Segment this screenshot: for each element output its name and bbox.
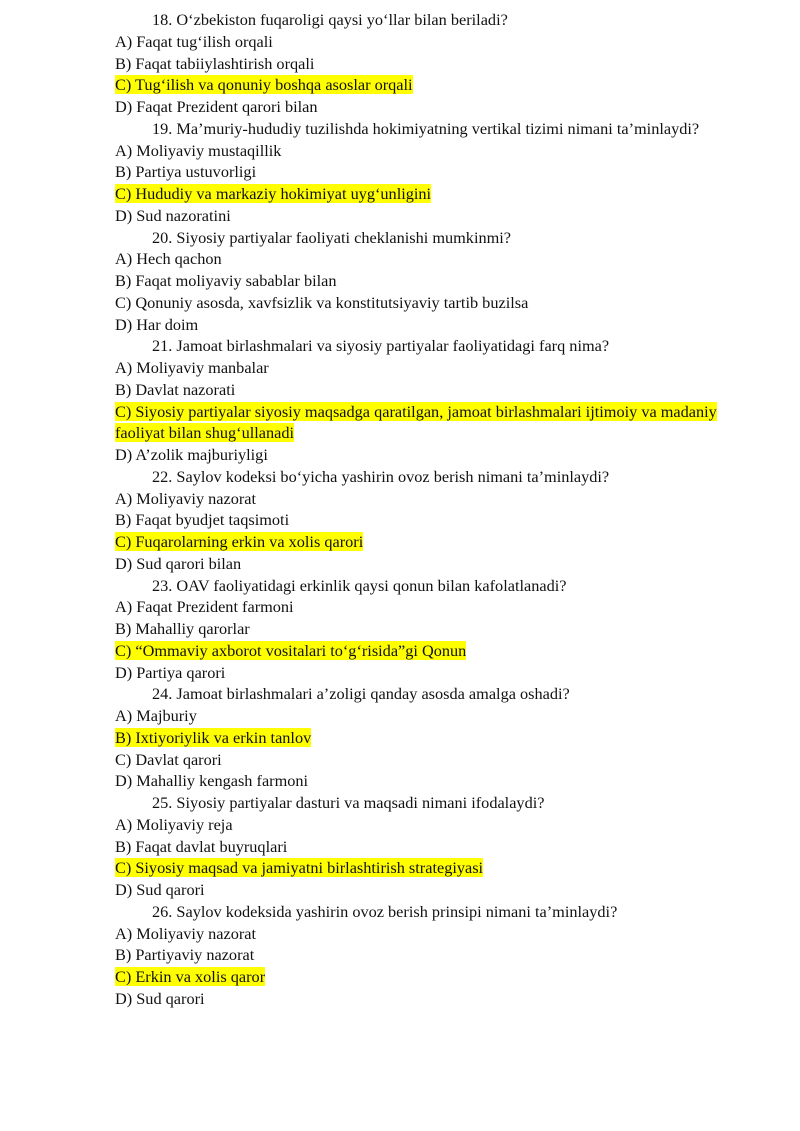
answer-text: D) Sud nazoratini [115,205,231,225]
highlighted-answer-text: C) Hududiy va markaziy hokimiyat uyg‘unligini [115,184,432,203]
answer-option [115,161,755,183]
answer-option [115,379,755,401]
answer-option [115,205,755,227]
answer-text: D) Faqat Prezident qarori bilan [115,97,318,116]
answer-text: B) Faqat davlat buyruqlari [115,836,288,856]
question-text: 23. OAV faoliyatidagi erkinlik qaysi qonun bilan kafolatlanadi? [152,575,567,595]
question-block [115,227,755,336]
highlighted-answer-text: C) Erkin va xolis qaror [115,967,266,986]
answer-option [115,705,755,727]
answer-option-correct [115,857,755,879]
answer-option [115,749,755,771]
answer-text: A) Moliyaviy nazorat [115,488,257,508]
answer-option [115,618,755,640]
answer-option [115,357,755,379]
answer-option-correct [115,640,755,662]
question-block [115,901,755,1010]
answer-text: B) Partiyaviy nazorat [115,945,255,965]
answer-option [115,662,755,684]
answer-option [115,836,755,858]
answer-text: A) Majburiy [115,706,197,725]
answer-text: C) Davlat qarori [115,749,222,769]
answer-text: D) Sud qarori [115,880,205,899]
question-text: 18. O‘zbekiston fuqaroligi qaysi yo‘llar bilan beriladi? [152,10,508,29]
answer-text: A) Moliyaviy manbalar [115,358,269,377]
answer-option [115,923,755,945]
answer-option [115,988,755,1010]
answer-option [115,944,755,966]
answer-option-correct [115,74,755,96]
answer-text: D) A’zolik majburiyligi [115,445,268,464]
answer-option [115,488,755,510]
question-block [115,9,755,118]
question-block [115,335,755,466]
answer-text: A) Moliyaviy nazorat [115,923,257,943]
answer-option [115,509,755,531]
answer-option [115,248,755,270]
question-text: 20. Siyosiy partiyalar faoliyati cheklanishi mumkinmi? [152,227,512,247]
document-page [115,9,755,1010]
answer-option [115,292,755,314]
question-text: 26. Saylov kodeksida yashirin ovoz berish prinsipi nimani ta’minlaydi? [152,901,618,921]
answer-option [115,770,755,792]
answer-text: B) Partiya ustuvorligi [115,162,257,182]
answer-option [115,553,755,575]
answer-option-correct [115,727,755,749]
answer-option-correct [115,966,755,988]
question-text: 19. Ma’muriy-hududiy tuzilishda hokimiyatning vertikal tizimi nimani ta’minlaydi? [152,118,700,138]
answer-text: B) Faqat moliyaviy sabablar bilan [115,271,337,290]
highlighted-answer-text: C) “Ommaviy axborot vositalari to‘g‘risida”gi Qonun [115,640,467,660]
question-text: 25. Siyosiy partiyalar dasturi va maqsadi nimani ifodalaydi? [152,793,545,812]
answer-option [115,140,755,162]
answer-text: A) Hech qachon [115,249,222,269]
answer-text: B) Davlat nazorati [115,379,236,399]
answer-option [115,314,755,336]
answer-text: B) Faqat byudjet taqsimoti [115,510,290,530]
question-text: 22. Saylov kodeksi bo‘yicha yashirin ovoz berish nimani ta’minlaydi? [152,466,610,486]
answer-text: B) Faqat tabiiylashtirish orqali [115,53,315,73]
answer-option [115,596,755,618]
answer-option [115,270,755,292]
answer-option [115,96,755,118]
answer-option [115,814,755,836]
answer-text: A) Faqat tug‘ilish orqali [115,31,273,51]
answer-option [115,444,755,466]
question-block [115,118,755,227]
answer-text: D) Sud qarori bilan [115,553,242,573]
highlighted-answer-text: B) Ixtiyoriylik va erkin tanlov [115,727,312,747]
highlighted-answer-text: C) Siyosiy partiyalar siyosiy maqsadga qaratilgan, jamoat birlashmalari ijtimoiy va madaniy faoliyat bilan shug‘ullanadi [115,401,717,443]
answer-option [115,879,755,901]
answer-text: A) Moliyaviy mustaqillik [115,140,282,160]
question-text: 24. Jamoat birlashmalari a’zoligi qanday asosda amalga oshadi? [152,684,570,704]
highlighted-answer-text: C) Fuqarolarning erkin va xolis qarori [115,532,364,551]
answer-text: A) Faqat Prezident farmoni [115,597,294,617]
answer-text: B) Mahalliy qarorlar [115,619,250,638]
answer-text: D) Partiya qarori [115,662,226,682]
highlighted-answer-text: C) Tug‘ilish va qonuniy boshqa asoslar orqali [115,75,413,95]
question-block [115,792,755,901]
answer-option-correct [115,401,755,445]
answer-option [115,53,755,75]
answer-text: C) Qonuniy asosda, xavfsizlik va konstitutsiyaviy tartib buzilsa [115,292,529,312]
question-block [115,683,755,792]
question-block [115,575,755,684]
answer-text: D) Mahalliy kengash farmoni [115,771,309,791]
question-block [115,466,755,575]
answer-option-correct [115,531,755,553]
answer-text: D) Sud qarori [115,988,205,1008]
highlighted-answer-text: C) Siyosiy maqsad va jamiyatni birlashtirish strategiyasi [115,858,484,878]
question-text: 21. Jamoat birlashmalari va siyosiy partiyalar faoliyatidagi farq nima? [152,336,610,356]
answer-option [115,31,755,53]
answer-option-correct [115,183,755,205]
answer-text: D) Har doim [115,314,199,334]
answer-text: A) Moliyaviy reja [115,814,233,834]
